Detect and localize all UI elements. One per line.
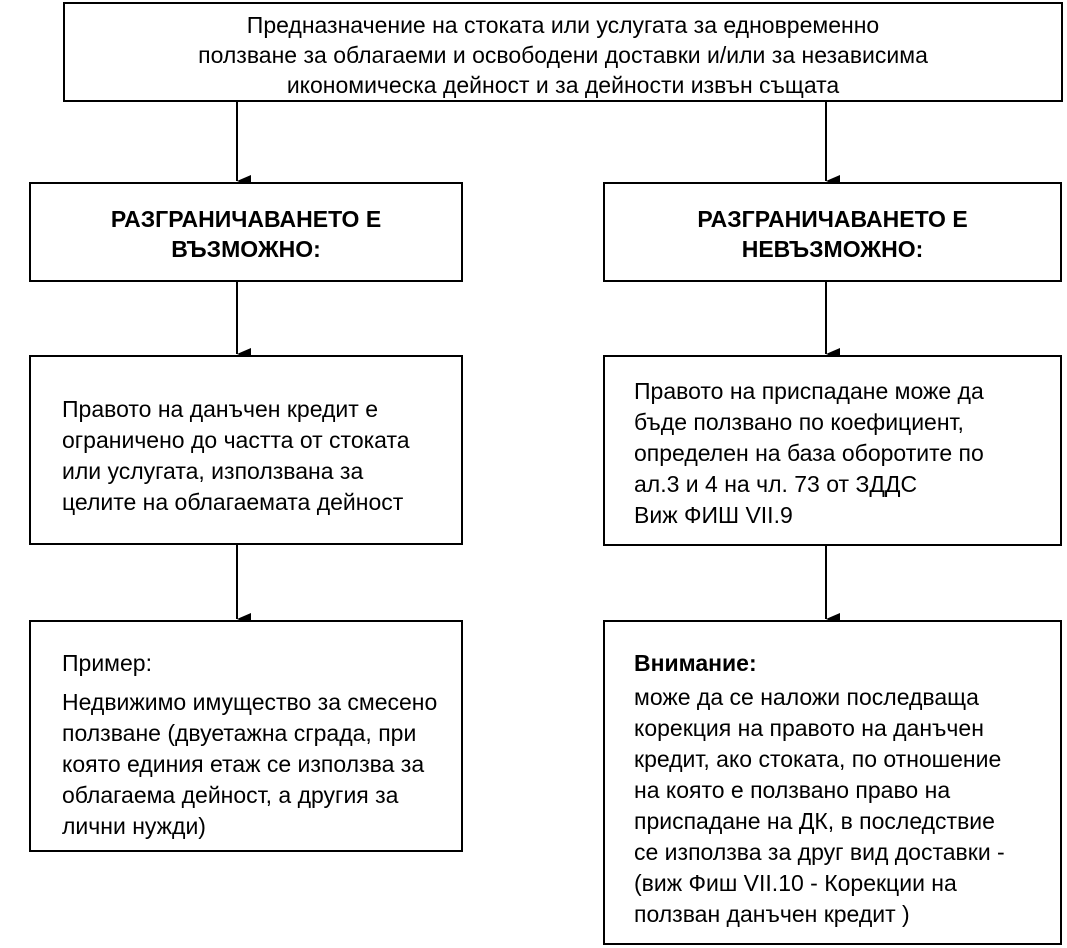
separation-possible-heading: РАЗГРАНИЧАВАНЕТО Е [110, 206, 382, 232]
attention-text: приспадане на ДК, в последствие [634, 808, 995, 834]
attention-text: може да се наложи последваща [634, 684, 979, 710]
tax-credit-limited-text: или услугата, използвана за [62, 458, 364, 484]
attention-text: ползван данъчен кредит ) [634, 901, 910, 927]
tax-credit-limited-text: целите на облагаемата дейност [62, 489, 404, 515]
deduction-coefficient-text: Правото на приспадане може да [634, 378, 984, 404]
deduction-coefficient-text: определен на база оборотите по [634, 440, 984, 466]
tax-credit-limited-box [29, 355, 463, 545]
attention-text: кредит, ако стоката, по отношение [634, 746, 1002, 772]
tax-credit-limited-text: ограничено до частта от стоката [62, 427, 410, 453]
deduction-coefficient-box [603, 355, 1062, 546]
purpose-line: икономическа дейност и за дейности извън същата [286, 72, 840, 98]
attention-text: се използва за друг вид доставки - [634, 839, 1005, 865]
example-text: която единия етаж се използва за [62, 751, 425, 777]
example-text: ползване (двуетажна сграда, при [62, 720, 417, 746]
attention-text: (виж Фиш VII.10 - Корекции на [634, 870, 957, 896]
deduction-coefficient-reference: Виж ФИШ VII.9 [634, 502, 793, 528]
attention-text: корекция на правото на данъчен [634, 715, 984, 741]
separation-impossible-box [603, 182, 1062, 282]
purpose-box [63, 2, 1063, 102]
attention-text: на която е ползвано право на [634, 777, 951, 803]
example-text: лични нужди) [62, 813, 206, 839]
attention-box [603, 620, 1062, 945]
separation-impossible-heading: РАЗГРАНИЧАВАНЕТО Е [697, 206, 968, 232]
tax-credit-limited-text: Правото на данъчен кредит е [62, 396, 378, 422]
separation-impossible-heading: НЕВЪЗМОЖНО: [741, 236, 924, 262]
example-box [29, 620, 463, 852]
separation-possible-box [29, 182, 463, 282]
deduction-coefficient-text: бъде ползвано по коефициент, [634, 409, 964, 435]
example-text: Недвижимо имущество за смесено [62, 689, 438, 715]
separation-possible-heading: ВЪЗМОЖНО: [171, 236, 321, 262]
deduction-coefficient-text: ал.3 и 4 на чл. 73 от ЗДДС [634, 471, 918, 497]
example-text: облагаема дейност, а другия за [62, 782, 399, 808]
attention-label: Внимание: [634, 650, 757, 676]
purpose-line: Предназначение на стоката или услугата за едновременно [246, 12, 880, 38]
purpose-line: ползване за облагаеми и освободени доставки и/или за независима [198, 42, 928, 68]
example-label: Пример: [62, 650, 152, 676]
